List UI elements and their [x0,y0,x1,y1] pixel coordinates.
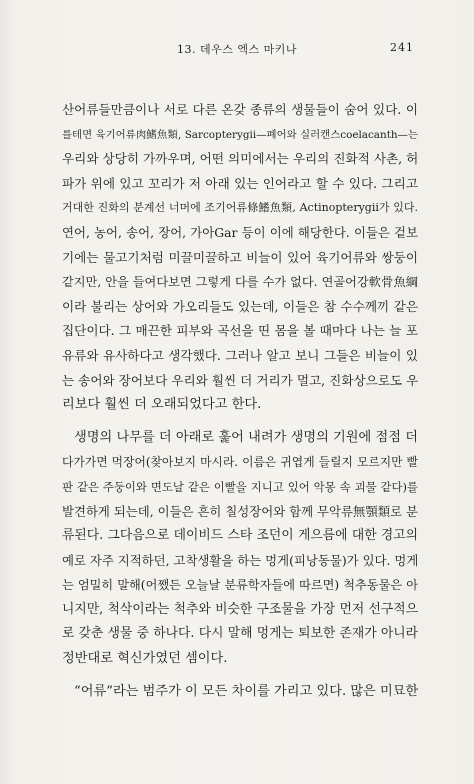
running-head: 13. 데우스 엑스 마키나 [177,43,297,56]
text-line: 연어, 농어, 송어, 장어, 가아Gar 등이 이에 해당한다. 이들은 겉보 [62,224,418,240]
text-line: 판 같은 주둥이와 면도날 같은 이빨을 지니고 있어 악몽 속 괴물 같다)를 [62,479,418,494]
text-line: 생명의 나무를 더 아래로 훑어 내려가 생명의 기원에 점점 더 [74,429,418,445]
text-line: 리보다 훨씬 더 오래되었다고 한다. [62,397,262,413]
text-line: 류된다. 그다음으로 데이비드 스타 조던이 게으름에 대한 경고의 [62,528,418,544]
text-line: 집단이다. 그 매끈한 피부와 곡선을 띤 몸을 볼 때마다 나는 늘 포 [62,323,418,339]
text-line: 유류와 유사하다고 생각했다. 그러나 알고 보니 그들은 비늘이 있 [62,347,418,363]
text-line: 정반대로 혁신가였던 셈이다. [62,651,228,667]
page-header [0,38,474,58]
text-line: 다가가면 먹장어(찾아보지 마시라. 이름은 귀엽게 들릴지 모르지만 빨 [62,455,418,470]
text-line: 는 엄밀히 말해(어쨌든 오늘날 분류학자들에 따르면) 척추동물은 아 [62,578,418,593]
body-text [62,98,418,704]
page-number: 241 [390,41,414,54]
text-line: “어류”라는 범주가 이 모든 차이를 가리고 있다. 많은 미묘한 [74,683,419,699]
text-line: 는 송어와 장어보다 우리와 훨씬 더 거리가 멀고, 진화상으로도 우 [62,372,419,388]
text-line: 산어류들만큼이나 서로 다른 온갖 종류의 생물들이 숨어 있다. 이 [62,102,418,117]
paragraph [62,426,418,672]
text-line: 니지만, 척삭이라는 척추와 비슷한 구조물을 가장 먼저 선구적으 [62,601,418,617]
paragraph [62,680,418,705]
text-line: 거대한 진화의 분계선 너머에 조기어류條鰭魚類, Actinopterygii가 있다. [62,201,418,215]
text-line: 예로 자주 지적하던, 고착생활을 하는 멍게(피낭동물)가 있다. 멍게 [62,552,419,568]
text-line: 로 갖춘 생물 중 하나다. 다시 말해 멍게는 퇴보한 존재가 아니라 [62,626,418,642]
text-line: 발견하게 되는데, 이들은 흔히 칠성장어와 함께 무악류無顎類로 분 [62,503,418,519]
text-line: 파가 위에 있고 꼬리가 저 아래 있는 인어라고 할 수 있다. 그리고 [62,175,418,191]
text-line: 우리와 상당히 가까우며, 어떤 의미에서는 우리의 진화적 사촌, 허 [62,151,419,167]
paragraph [62,98,418,418]
text-line: 같지만, 안을 들여다보면 그렇게 다를 수가 없다. 연골어강軟骨魚綱 [62,275,418,290]
text-line: 기에는 물고기처럼 미끌미끌하고 비늘이 있어 육기어류와 쌍둥이 [62,249,418,265]
text-line: 이라 불리는 상어와 가오리들도 있는데, 이들은 참 수수께끼 같은 [62,298,418,314]
text-line: 를테면 육기어류肉鰭魚類, Sarcopterygii—폐어와 실러캔스coelacanth—는 [62,128,418,141]
